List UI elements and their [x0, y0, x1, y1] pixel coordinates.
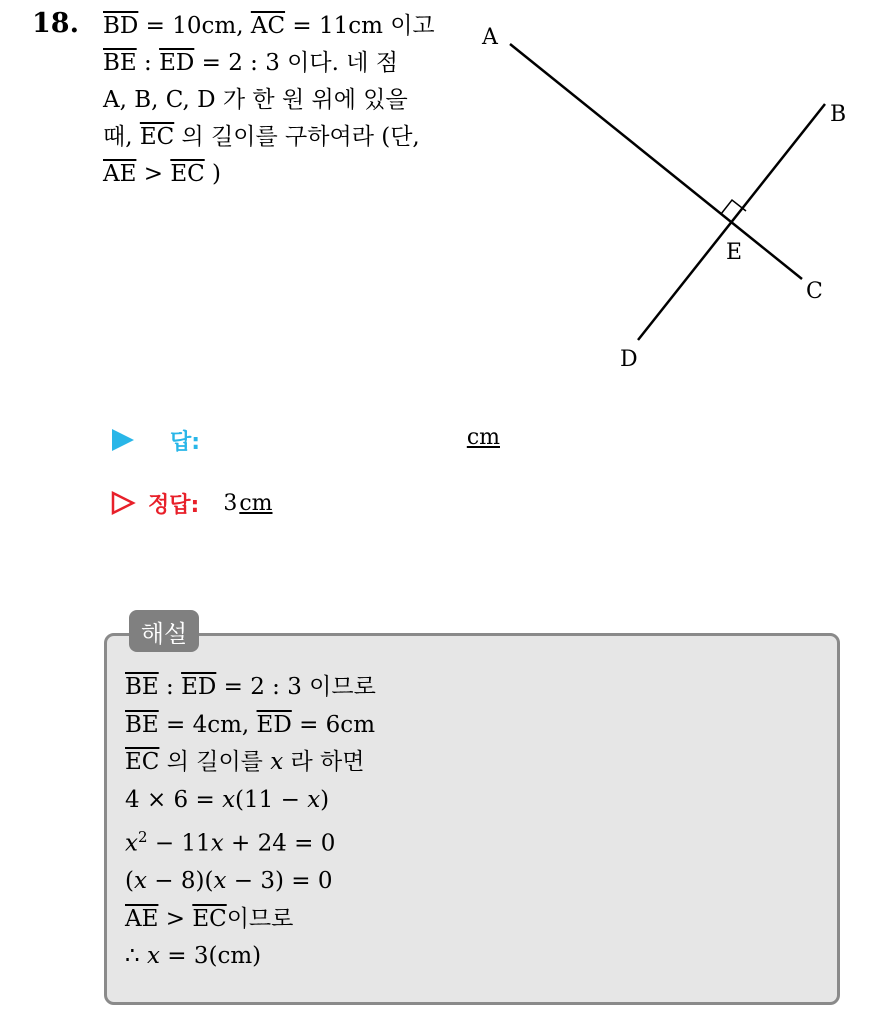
- play-arrow-icon: [110, 427, 136, 453]
- solution-line-5: [125, 819, 376, 863]
- variable-x: x: [270, 749, 284, 775]
- question-line-1: [103, 8, 453, 45]
- text: = 11cm 이고: [285, 13, 435, 39]
- text: 4 × 6 =: [125, 786, 223, 813]
- variable-x: x: [146, 943, 160, 970]
- text: = 10cm,: [138, 13, 251, 39]
- segment-bd: $\overline{BD}$: [103, 13, 139, 39]
- variable-x: x: [307, 786, 321, 813]
- solution-line-7: [125, 901, 376, 939]
- question-line-3: A, B, C, D 가 한 원 위에 있을: [103, 87, 408, 113]
- text: 의 길이를: [159, 749, 271, 775]
- segment-ed: $\overline{ED}$: [256, 711, 292, 738]
- text: = 4cm,: [158, 711, 257, 738]
- text: 의 길이를 구하여라 (단,: [174, 124, 420, 150]
- exponent: 2: [137, 828, 148, 846]
- text: 이므로: [226, 905, 294, 932]
- solution-lines: [125, 669, 376, 976]
- text: + 24 = 0: [223, 830, 336, 857]
- solution-line-3: [125, 744, 376, 782]
- solution-line-1: [125, 669, 376, 707]
- variable-x: x: [210, 830, 224, 857]
- segment-ac: $\overline{AC}$: [250, 13, 286, 39]
- variable-x: x: [222, 786, 236, 813]
- geometry-figure: [470, 14, 870, 374]
- text: (: [125, 868, 134, 895]
- variable-x: x: [125, 830, 138, 857]
- solution-line-8: [125, 938, 376, 976]
- text: 때,: [103, 124, 140, 150]
- text: − 11: [147, 830, 211, 857]
- question-text: [103, 8, 453, 193]
- chord-bd: [638, 104, 825, 340]
- text: = 6cm: [291, 711, 375, 738]
- label-b: B: [830, 102, 847, 127]
- segment-be: $\overline{BE}$: [125, 711, 159, 738]
- segment-ed: $\overline{ED}$: [159, 50, 195, 76]
- correct-answer-row: [110, 486, 273, 520]
- label-a: A: [482, 25, 498, 50]
- text: 라 하면: [283, 749, 365, 775]
- solution-line-2: [125, 707, 376, 745]
- variable-x: x: [213, 868, 227, 895]
- correct-answer-unit: cm: [239, 490, 273, 516]
- outline-arrow-icon: [110, 490, 136, 516]
- text: = 2 : 3 이다. 네 점: [194, 50, 398, 76]
- solution-line-4: [125, 782, 376, 820]
- segment-ae: $\overline{AE}$: [125, 905, 159, 932]
- therefore-symbol: ∴: [125, 943, 147, 970]
- answer-label: 답:: [170, 429, 201, 455]
- question-line-5: [103, 156, 453, 193]
- text: >: [136, 161, 171, 187]
- question-number: 18.: [32, 8, 79, 39]
- segment-ae: $\overline{AE}$: [103, 161, 137, 187]
- chord-ac: [510, 44, 802, 279]
- text: ): [204, 161, 221, 187]
- segment-be: $\overline{BE}$: [103, 50, 137, 76]
- variable-x: x: [133, 868, 147, 895]
- text: (11 −: [235, 786, 308, 813]
- answer-unit: cm: [466, 425, 500, 450]
- question-line-2: [103, 45, 453, 82]
- segment-ed: $\overline{ED}$: [181, 674, 217, 700]
- text: = 3(cm): [159, 943, 262, 970]
- text: = 2 : 3 이므로: [216, 674, 376, 700]
- segment-ec: $\overline{EC}$: [125, 749, 160, 775]
- text: >: [158, 905, 193, 932]
- solution-tag: 해설: [129, 610, 199, 652]
- text: − 8)(: [146, 868, 214, 895]
- text: :: [158, 674, 182, 700]
- segment-ec: $\overline{EC}$: [170, 161, 205, 187]
- solution-line-6: [125, 863, 376, 901]
- question-line-4: [103, 119, 453, 156]
- correct-answer-label: 정답:: [148, 492, 200, 518]
- correct-answer-value: 3: [223, 490, 238, 516]
- label-d: D: [620, 347, 638, 372]
- label-c: C: [806, 279, 823, 304]
- text: ): [320, 786, 330, 813]
- text: − 3) = 0: [226, 868, 333, 895]
- segment-ec: $\overline{EC}$: [139, 124, 175, 150]
- text: :: [136, 50, 160, 76]
- answer-row: [110, 423, 500, 457]
- label-e: E: [726, 240, 743, 265]
- segment-ec: $\overline{EC}$: [192, 905, 227, 932]
- segment-be: $\overline{BE}$: [125, 674, 159, 700]
